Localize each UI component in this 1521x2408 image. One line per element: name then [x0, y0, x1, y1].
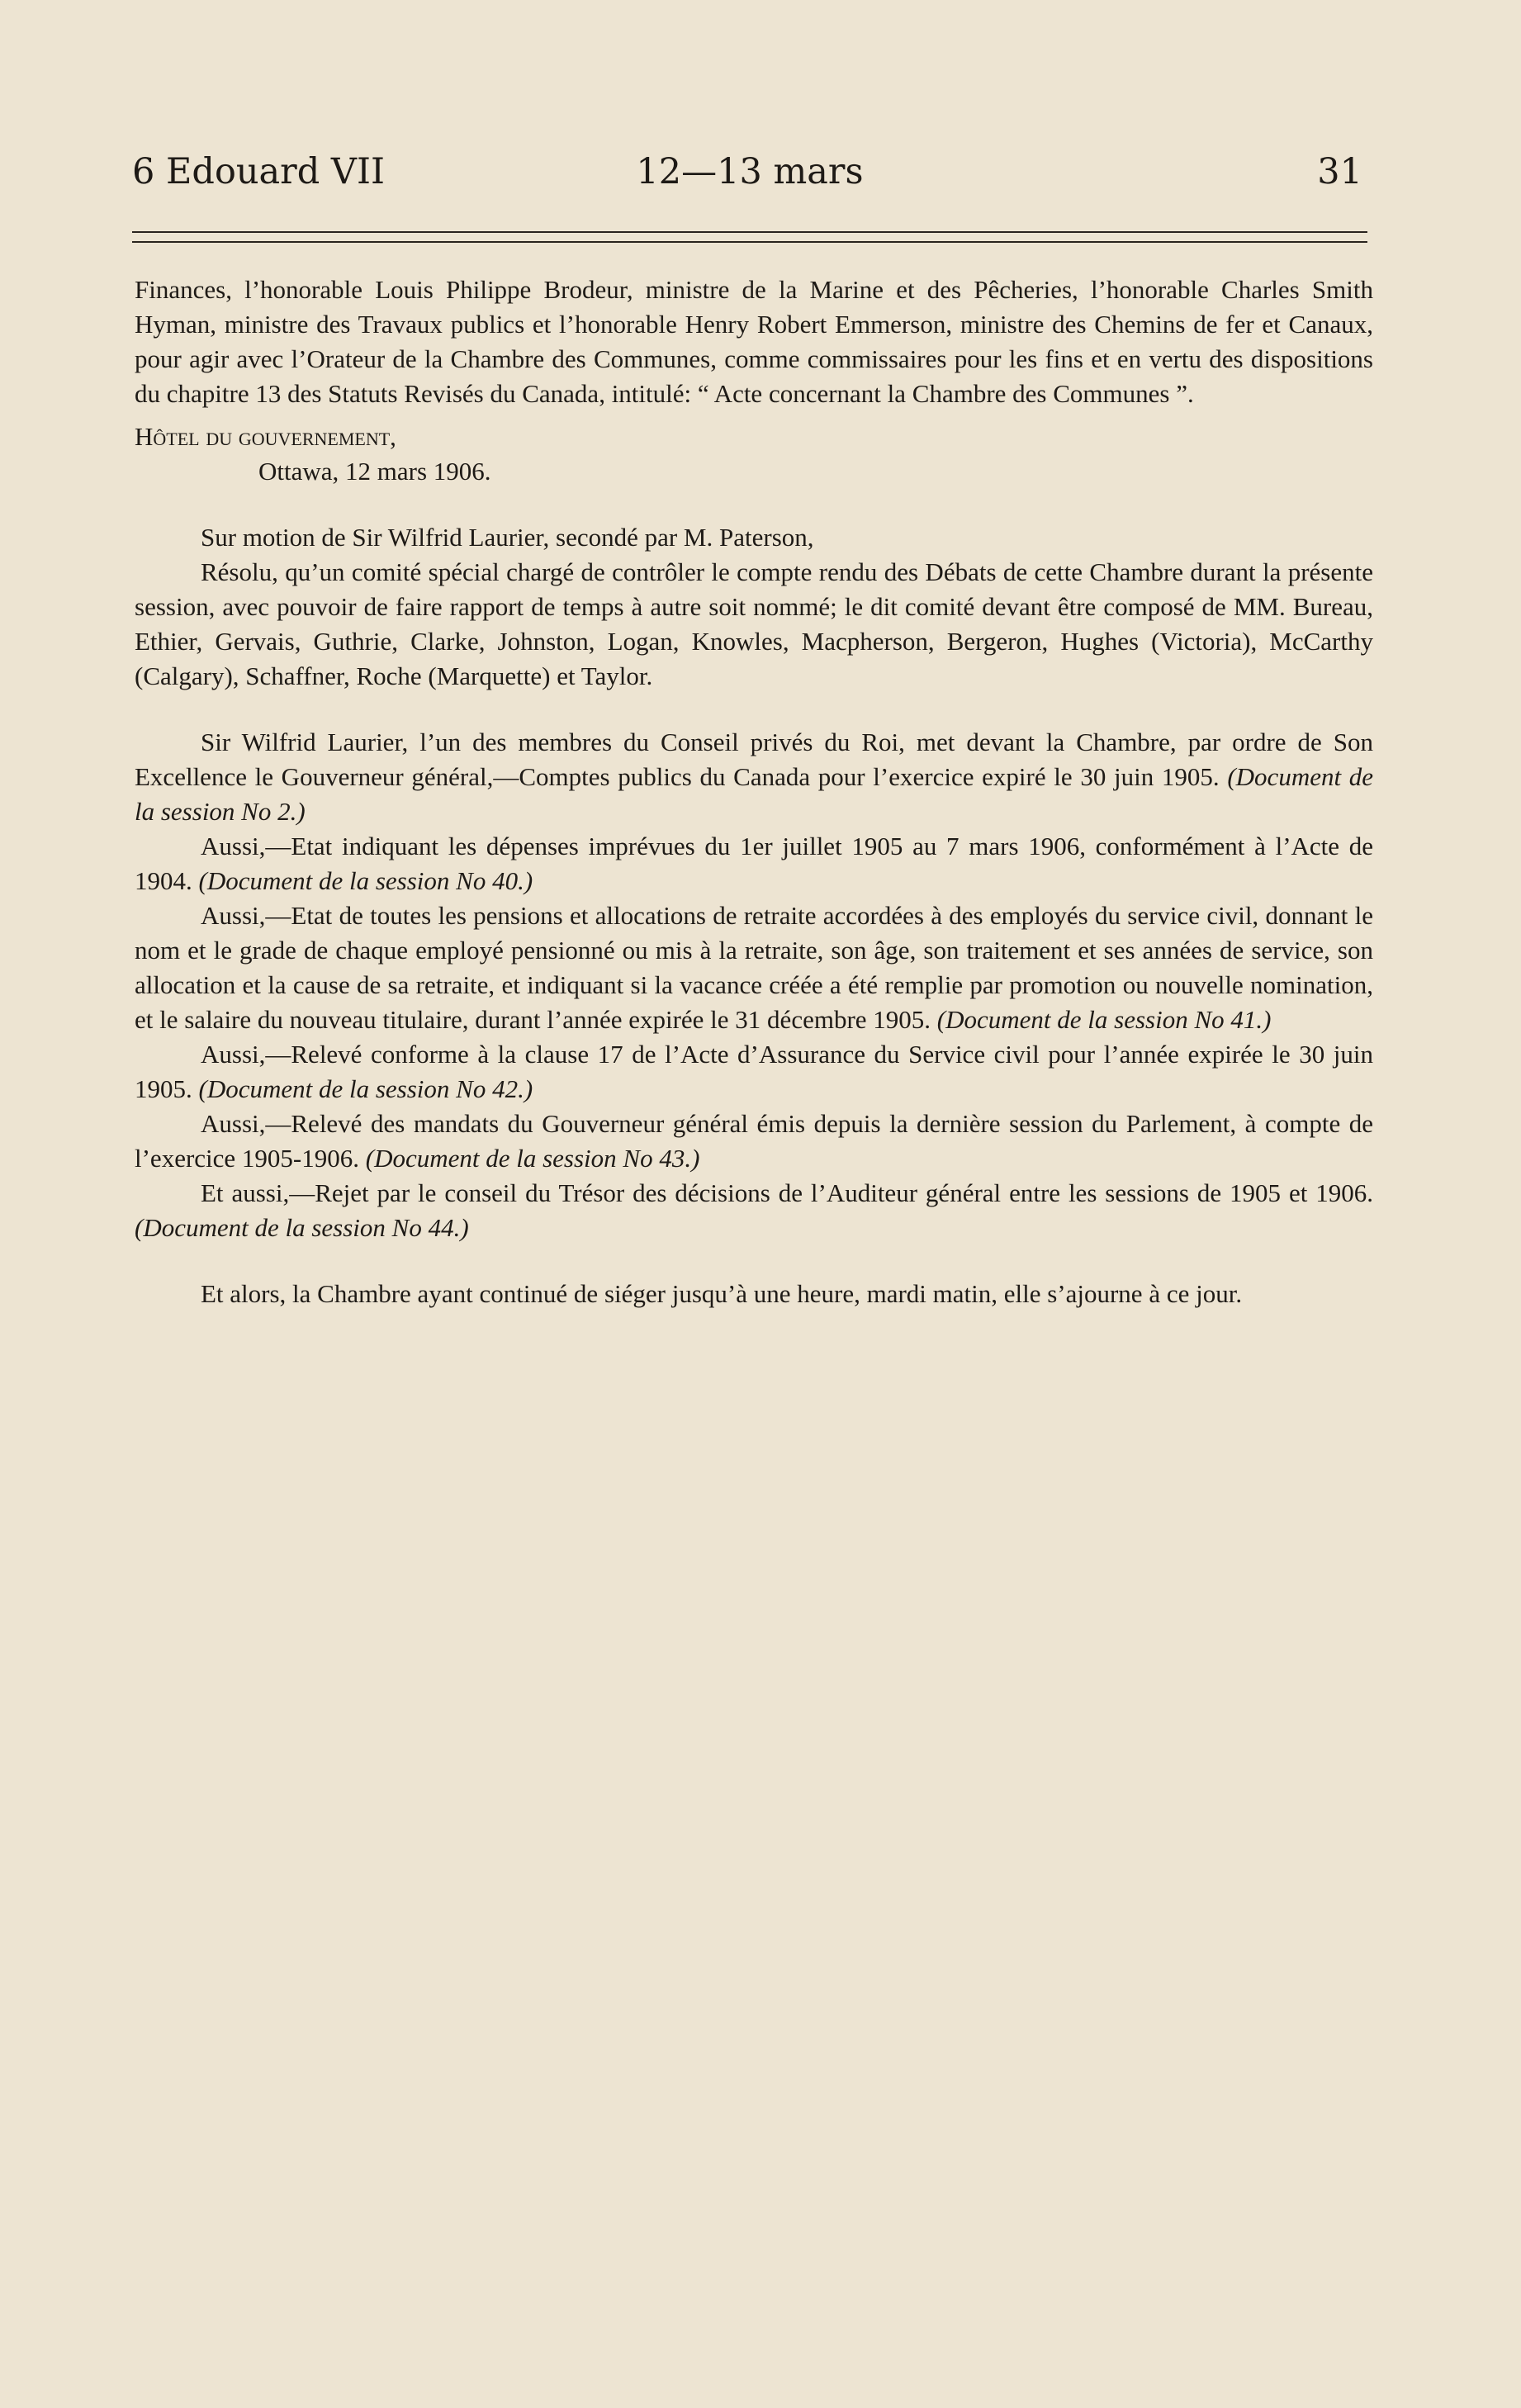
paragraph-warrants: [135, 1107, 1373, 1176]
paragraph-text: Aussi,—Etat de toutes les pensions et allocations de retraite accordées à des employés du service civil, donnant le nom et le grade de chaque employé pensionné ou mis à la retraite, son âge, son traitement et ses années de service, son allocation et la cause de sa retraite, et indiquant si la vacance créée a été remplie par promotion ou nouvelle nomination, et le salaire du nouveau titulaire, durant l’année expirée le 31 décembre 1905.: [135, 901, 1373, 1034]
paragraph-text: Aussi,—Etat indiquant les dépenses imprévues du 1er juillet 1905 au 7 mars 1906, conformément à l’Acte de 1904.: [135, 832, 1373, 895]
paragraph-text: Sir Wilfrid Laurier, l’un des membres du Conseil privés du Roi, met devant la Chambre, par ordre de Son Excellence le Gouverneur général,—Comptes publics du Canada pour l’exercice expiré le 30 juin 1905.: [135, 728, 1373, 791]
document-reference: (Document de la session No 44.): [135, 1213, 469, 1242]
paragraph-resolution: Résolu, qu’un comité spécial chargé de contrôler le compte rendu des Débats de cette Chambre durant la présente session, avec pouvoir de faire rapport de temps à autre soit nommé; le dit comité devant être composé de MM. Bureau, Ethier, Gervais, Guthrie, Clarke, Johnston, Logan, Knowles, Macpherson, Bergeron, Hughes (Victoria), McCarthy (Calgary), Schaffner, Roche (Marquette) et Taylor.: [135, 557, 1373, 690]
paragraph-treasury-board: [135, 1176, 1373, 1245]
paragraph-insurance: [135, 1037, 1373, 1107]
document-reference: (Document de la session No 43.): [365, 1144, 700, 1173]
header-double-rule: [132, 231, 1367, 243]
document-body: [135, 273, 1373, 1311]
paragraph-motion: Sur motion de Sir Wilfrid Laurier, secondé par M. Paterson,: [201, 523, 814, 552]
paragraph-commissioners: Finances, l’honorable Louis Philippe Brodeur, ministre de la Marine et des Pêcheries, l’honorable Charles Smith Hyman, ministre des Travaux publics et l’honorable Henry Robert Emmerson, ministre des Chemins de fer et Canaux, pour agir avec l’Orateur de la Chambre des Communes, comme commissaires pour les fins et en vertu des dispositions du chapitre 13 des Statuts Revisés du Canada, intitulé: “ Acte concernant la Chambre des Communes ”.: [135, 275, 1373, 408]
paragraph-text: Et aussi,—Rejet par le conseil du Trésor des décisions de l’Auditeur général entre les sessions de 1905 et 1906.: [201, 1178, 1373, 1207]
document-reference: (Document de la session No 42.): [198, 1074, 533, 1103]
page-header: [132, 147, 1367, 197]
paragraph-adjournment: Et alors, la Chambre ayant continué de siéger jusqu’à une heure, mardi matin, elle s’ajourne à ce jour.: [201, 1279, 1243, 1308]
document-reference: (Document de la session No 2.): [135, 762, 1374, 826]
document-reference: (Document de la session No 41.): [936, 1005, 1272, 1034]
paragraph-public-accounts: [135, 725, 1373, 829]
signature-date: Ottawa, 12 mars 1906.: [258, 457, 491, 486]
paragraph-pensions: [135, 898, 1373, 1037]
page-number: 31: [1317, 151, 1362, 192]
paragraph-unforeseen-expenses: [135, 829, 1373, 898]
paragraph-text: Aussi,—Relevé conforme à la clause 17 de l’Acte d’Assurance du Service civil pour l’année expirée le 30 juin 1905.: [135, 1040, 1373, 1103]
header-reign: 6 Edouard VII: [132, 151, 385, 192]
document-reference: (Document de la session No 40.): [198, 866, 533, 895]
header-date: 12—13 mars: [636, 151, 864, 192]
paragraph-text: Aussi,—Relevé des mandats du Gouverneur général émis depuis la dernière session du Parlement, à compte de l’exercice 1905-1906.: [135, 1109, 1373, 1173]
signature-place: Hôtel du gouvernement,: [135, 422, 396, 451]
